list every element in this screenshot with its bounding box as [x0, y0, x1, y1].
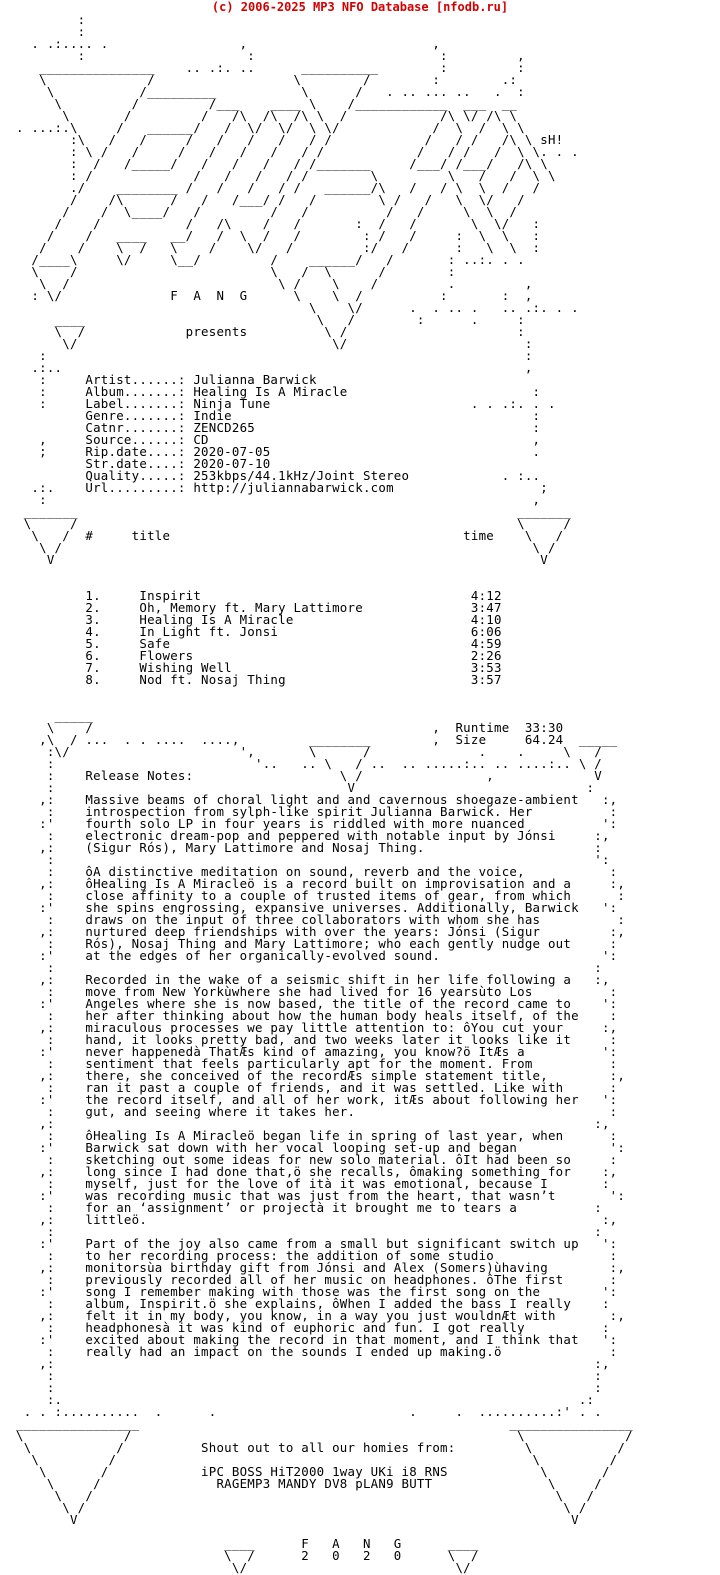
nfo-line: : for an ‘assignment’ or projectà it brought me to tears a : — [16, 1200, 602, 1215]
nfo-line: \ / / /\ /\ /\ \ / /\ \/ /\ \ — [16, 108, 518, 123]
nfo-line: : / / / / / / \ \ / / \ \ — [16, 168, 556, 183]
nfo-line: 5. Safe 4:59 — [16, 636, 502, 651]
nfo-line: \ \/ . . .. . .. .:. . . — [16, 300, 579, 315]
nfo-line: , Source......: CD , — [16, 432, 541, 447]
nfo-line: : introspection from sylph-like spirit Julianna Barwick. Her : — [16, 804, 618, 819]
nfo-line: _____ — [16, 708, 94, 723]
nfo-line: \ / iPC BOSS HiT2000 1way UKi i8 RNS \ / — [16, 1464, 610, 1479]
nfo-line: : to her recording process: the addition of some studio : — [16, 1248, 618, 1263]
nfo-line: : really had an impact on the sounds I ended up making.ö : — [16, 1344, 618, 1359]
nfo-line: \ / \ / \ / : — [16, 264, 456, 279]
nfo-line: :' Barwick sat down with her vocal looping set-up and began ': — [16, 1140, 626, 1155]
nfo-line: : : — [16, 1224, 602, 1239]
nfo-line: : hand, it looks pretty bad, and two weeks later it looks like it : — [16, 1032, 618, 1047]
nfo-line: :' at the edges of her organically-evolved sound. ': — [16, 948, 618, 963]
nfo-line: ,: Massive beams of choral light and and cavernous shoegaze-ambient :, — [16, 792, 618, 807]
nfo-line: ________________ ________________ — [16, 1416, 633, 1431]
nfo-line: ,: long since I had done that,ö she recalls, ômaking something for :, — [16, 1164, 618, 1179]
nfo-line: :' was recording music that was just from the heart, that wasn’t ': — [16, 1188, 626, 1203]
nfo-line: \ / \ / — [16, 1452, 618, 1467]
nfo-line: \ / 2 0 2 0 \ / — [16, 1548, 479, 1563]
nfodb-copyright-header: (c) 2006-2025 MP3 NFO Database [nfodb.ru] — [211, 0, 509, 14]
nfo-line: _______________ .. .:. .. __________ : : — [16, 60, 525, 75]
nfo-line: : ôHealing Is A Miracleö began life in spring of last year, when : — [16, 1128, 618, 1143]
nfo-line: : \/ F A N G \ \ / : : , — [16, 288, 533, 303]
nfo-line: . ...:.\ / ______/ / \/ \/ \ \/ / \ / \ \ — [16, 120, 525, 135]
nfo-line: \ / \ / : .: — [16, 72, 518, 87]
nfo-line: \ /_________ \ / . .. ... .. . : — [16, 84, 525, 99]
nfo-line: : album, Inspirit.ö she explains, ôWhen I added the bass I really : — [16, 1296, 610, 1311]
nfo-line: ,: monitorsùa birthday gift from Jónsi and Alex (Somers)ùhaving :, — [16, 1260, 626, 1275]
nfo-line: \ / \ / \ / . , — [16, 276, 533, 291]
nfo-line: : — [16, 24, 86, 39]
nfo-line: : Rós), Nosaj Thing and Mary Lattimore; who each gently nudge out : — [16, 936, 618, 951]
nfo-line: / /\ / / /___/ / / \ / / \ \/ / — [16, 192, 525, 207]
nfo-line: : sketching out some ideas for new solo material. ôIt had been so : — [16, 1152, 618, 1167]
nfo-line: : move from New Yorkùwhere she had lived for 16 yearsùto Los : — [16, 984, 618, 999]
nfo-line: \ / RAGEMP3 MANDY DV8 pLAN9 BUTT \ / — [16, 1476, 602, 1491]
nfo-line: : , — [16, 492, 541, 507]
nfo-line: . . :.......... . . . . ..........:' . . — [16, 1404, 602, 1419]
nfo-line: :' Part of the joy also came from a small but significant switch up ': — [16, 1236, 618, 1251]
nfo-line: 7. Wishing Well 3:53 — [16, 660, 502, 675]
nfo-line: : Album.......: Healing Is A Miracle : — [16, 384, 541, 399]
nfo-line: \ / , Runtime 33:30 — [16, 720, 564, 735]
nfo-line: ,\ / ... . . .... ...., ________ , Size 64.24 _____ — [16, 732, 618, 747]
nfo-line: : previously recorded all of her music on headphones. ôThe first : — [16, 1272, 618, 1287]
nfo-line: : : : , — [16, 48, 525, 63]
nfo-line: : headphonesà it was kind of euphoric and fun. I got really : — [16, 1320, 610, 1335]
nfo-line: / / \____/ / / / / / \ \ / — [16, 204, 518, 219]
nfo-line: / / / /\ / / : / / \ \/ : — [16, 216, 541, 231]
nfo-line: :. .: — [16, 1392, 595, 1407]
nfo-line: _______ _______ — [16, 504, 572, 519]
nfo-line: : electronic dream-pop and peppered with notable input by Jónsi :, — [16, 828, 610, 843]
nfo-line: / / ____ __/ / \ / / : / / : \ \ : — [16, 228, 541, 243]
nfo-line: : — [16, 12, 86, 27]
nfo-line: Str.date....: 2020-07-10 — [16, 456, 271, 471]
nfo-line: .:.. , — [16, 360, 533, 375]
nfo-line: ,: felt it in my body, you know, in a way you just wouldnÆt with :, — [16, 1308, 626, 1323]
nfo-line: :\ / / / / / / / / / / / /\ \ sH! — [16, 132, 564, 147]
nfo-line: ,: littleö. :, — [16, 1212, 618, 1227]
nfo-line: : : — [16, 1380, 602, 1395]
nfo-line: : close affinity to a couple of trusted items of gear, from which : — [16, 888, 626, 903]
nfo-line: 4. In Light ft. Jonsi 6:06 — [16, 624, 502, 639]
nfo-line: 3. Healing Is A Miracle 4:10 — [16, 612, 502, 627]
nfo-line: \/ \/ : — [16, 336, 533, 351]
nfo-line: ____ \ / : . : — [16, 312, 525, 327]
nfo-line: : : — [16, 960, 602, 975]
nfo-line: ,: :, — [16, 1116, 610, 1131]
nfo-line: : myself, just for the love of ità it was emotional, because I : — [16, 1176, 610, 1191]
nfo-line: : '.. .. \ / .. .. .....:.. .. ....:.. \ / — [16, 756, 602, 771]
nfo-line: : draws on the input of three collaborators with whom she has : — [16, 912, 626, 927]
nfo-line: ,: miraculous processes we pay little attention to: ôYou cut your :, — [16, 1020, 618, 1035]
nfo-line: 8. Nod ft. Nosaj Thing 3:57 — [16, 672, 502, 687]
nfo-line: ,: nurtured deep friendships with over the years: Jónsi (Sigur :, — [16, 924, 626, 939]
nfo-line: 1. Inspirit 4:12 — [16, 588, 502, 603]
nfo-line: : Release Notes: \ / , V — [16, 768, 602, 783]
nfo-release-text — [16, 14, 633, 1574]
nfo-line: : Label.......: Ninja Tune . . .:. . . — [16, 396, 556, 411]
nfo-line: :\/ ', \ / . . \ / — [16, 744, 602, 759]
nfo-line: ./ ________ / / / / / ______/\ / / \ \ / / — [16, 180, 541, 195]
nfo-line: \ / \ / — [16, 1428, 633, 1443]
nfo-line: : ôA distinctive meditation on sound, reverb and the voice, : — [16, 864, 618, 879]
nfo-line: Genre.......: Indie : — [16, 408, 541, 423]
nfo-line: : / /_____/ / / / / /_______ /___/ /___/ /\ \ — [16, 156, 548, 171]
nfo-line: :' never happenedà ThatÆs kind of amazing, you know?ö ItÆs a ': — [16, 1044, 618, 1059]
nfo-line: :' song I remember making with those was the first song on the ': — [16, 1284, 618, 1299]
nfo-line: :' the record itself, and all of her work, itÆs about following her ': — [16, 1092, 618, 1107]
nfo-line: : : — [16, 348, 533, 363]
nfo-line: :' excited about making the record in that moment, and I think that ': — [16, 1332, 618, 1347]
nfo-line: . .:.... . , , — [16, 36, 441, 51]
nfo-line: : Artist......: Julianna Barwick — [16, 372, 317, 387]
nfo-line: : gut, and seeing where it takes her. : — [16, 1104, 618, 1119]
nfo-line: :' she spins engrossing, expansive universes. Additionally, Barwick ': — [16, 900, 618, 915]
nfo-line: \ / /___ ____ \ /____________ ___ __ — [16, 96, 518, 111]
nfo-line: \ / \ / — [16, 516, 572, 531]
nfo-line: \ / Shout out to all our homies from: \ / — [16, 1440, 626, 1455]
nfo-line: :' fourth solo LP in four years is riddled with more nuanced ': — [16, 816, 618, 831]
nfo-line: \/ \/ — [16, 1560, 471, 1575]
nfo-line: \ / \ / — [16, 1500, 587, 1515]
nfo-line: : ': — [16, 852, 610, 867]
nfo-line: ,: (Sigur Rós), Mary Lattimore and Nosaj Thing. : — [16, 840, 602, 855]
nfo-line: Quality.....: 253kbps/44.1kHz/Joint Stereo . :.. — [16, 468, 541, 483]
nfo-line: ; Rip.date....: 2020-07-05 . — [16, 444, 541, 459]
nfo-line: .:. Url.........: http://juliannabarwick.com ; — [16, 480, 548, 495]
nfo-line: \ / presents \ / : — [16, 324, 525, 339]
nfo-line: V V — [16, 552, 548, 567]
nfo-line: /____\ \/ \__/ / ______/ / : ..:. . . — [16, 252, 525, 267]
nfo-line: ,: ôHealing Is A Miracleö is a record built on improvisation and a :, — [16, 876, 626, 891]
nfo-line: ,: :, — [16, 1356, 610, 1371]
nfo-line: / / \ / \ / \/ / :/ / : \ \ : — [16, 240, 541, 255]
nfo-line: ,: Recorded in the wake of a seismic shift in her life following a :, — [16, 972, 610, 987]
nfo-line: \ / \ / — [16, 540, 556, 555]
nfo-line: ____ F A N G ____ — [16, 1536, 479, 1551]
nfo-line: V V — [16, 1512, 579, 1527]
nfo-line: : ran it past a couple of friends, and it was settled. Like with : — [16, 1080, 618, 1095]
nfo-line: 2. Oh, Memory ft. Mary Lattimore 3:47 — [16, 600, 502, 615]
nfo-line: Catnr.......: ZENCD265 : — [16, 420, 541, 435]
nfo-line: 6. Flowers 2:26 — [16, 648, 502, 663]
nfo-line: : : — [16, 1368, 602, 1383]
nfo-line: : her after thinking about how the human body heals itself, of the : — [16, 1008, 618, 1023]
nfo-line: : \ / / / / / / / / / / / / \ \. . . — [16, 144, 579, 159]
nfo-line: :' Angeles where she is now based, the title of the record came to ': — [16, 996, 618, 1011]
nfo-line: \ / \ / — [16, 1488, 595, 1503]
nfo-line: : V : — [16, 780, 595, 795]
nfo-line: : sentiment that feels particularly apt for the moment. From : — [16, 1056, 618, 1071]
nfo-line: ,: there, she conceived of the recordÆs simple statement title, :, — [16, 1068, 626, 1083]
nfo-line: \ / # title time \ / — [16, 528, 564, 543]
